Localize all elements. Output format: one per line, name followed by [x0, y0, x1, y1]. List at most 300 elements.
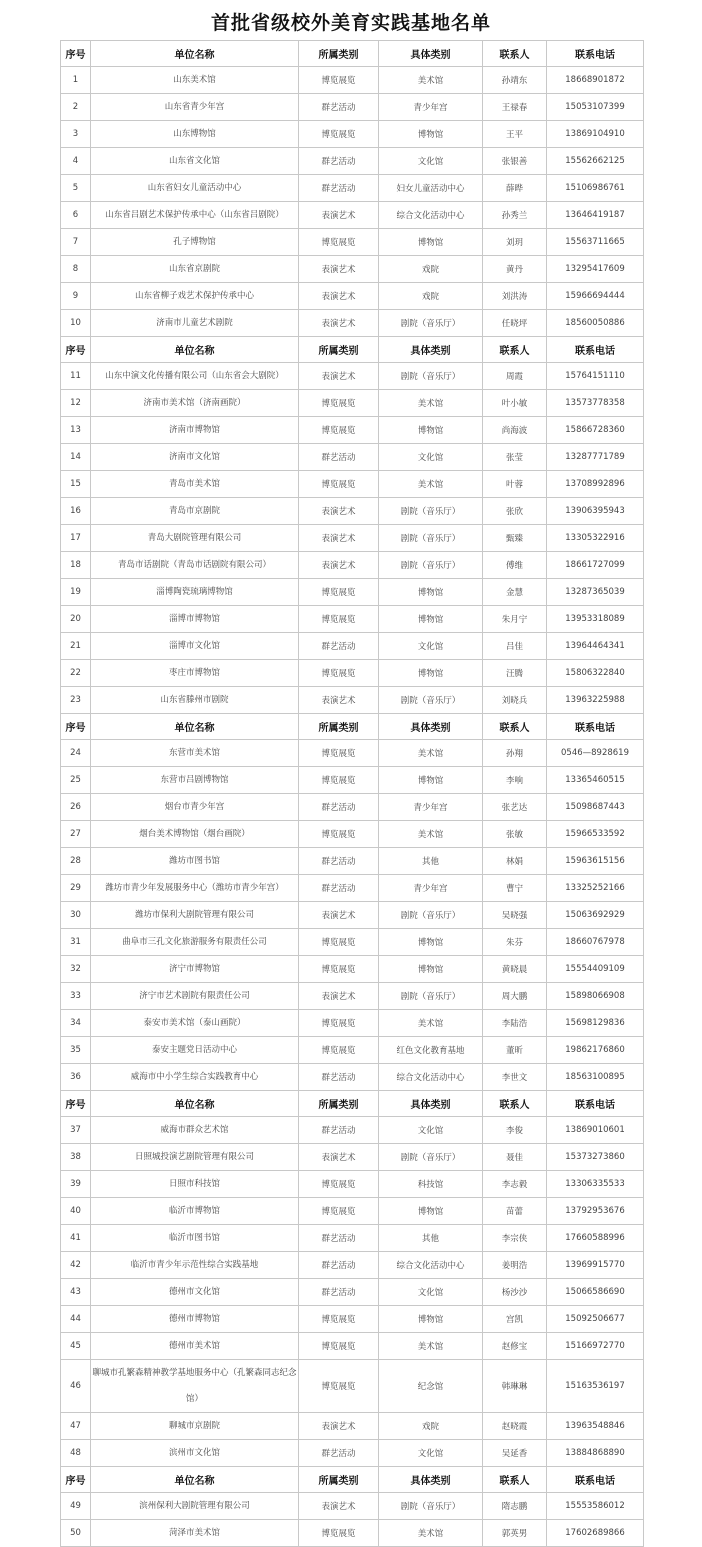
table-row [61, 202, 644, 229]
table-row [61, 740, 644, 767]
table-row [61, 1360, 644, 1413]
cell-contact: 李宗侠 [483, 1225, 547, 1252]
header-contact: 联系人 [483, 1091, 547, 1117]
table-row [61, 794, 644, 821]
cell-phone: 13964464341 [547, 633, 644, 660]
cell-category: 表演艺术 [299, 1493, 379, 1520]
cell-category: 表演艺术 [299, 1144, 379, 1171]
table-row [61, 67, 644, 94]
cell-no: 7 [61, 229, 91, 256]
cell-no: 35 [61, 1037, 91, 1064]
table-row [61, 1037, 644, 1064]
cell-no: 30 [61, 902, 91, 929]
cell-no: 4 [61, 148, 91, 175]
cell-subcategory: 美术馆 [379, 390, 483, 417]
cell-phone: 15373273860 [547, 1144, 644, 1171]
cell-category: 表演艺术 [299, 363, 379, 390]
cell-category: 博览展览 [299, 471, 379, 498]
cell-contact: 尚海波 [483, 417, 547, 444]
table-row [61, 283, 644, 310]
cell-category: 表演艺术 [299, 283, 379, 310]
cell-name: 德州市博物馆 [91, 1306, 299, 1333]
cell-contact: 宫凯 [483, 1306, 547, 1333]
cell-category: 表演艺术 [299, 552, 379, 579]
cell-subcategory: 美术馆 [379, 740, 483, 767]
cell-name: 山东省青少年宫 [91, 94, 299, 121]
cell-name: 孔子博物馆 [91, 229, 299, 256]
cell-category: 群艺活动 [299, 1225, 379, 1252]
cell-contact: 刘玥 [483, 229, 547, 256]
cell-no: 44 [61, 1306, 91, 1333]
cell-name: 烟台美术博物馆（烟台画院） [91, 821, 299, 848]
cell-phone: 15163536197 [547, 1360, 644, 1413]
cell-subcategory: 博物馆 [379, 229, 483, 256]
cell-subcategory: 美术馆 [379, 67, 483, 94]
table-header-row [61, 41, 644, 67]
header-phone: 联系电话 [547, 1467, 644, 1493]
cell-phone: 15898066908 [547, 983, 644, 1010]
cell-phone: 15562662125 [547, 148, 644, 175]
cell-no: 26 [61, 794, 91, 821]
header-category: 所属类别 [299, 714, 379, 740]
cell-no: 34 [61, 1010, 91, 1037]
cell-contact: 李俊 [483, 1117, 547, 1144]
cell-subcategory: 剧院（音乐厅） [379, 983, 483, 1010]
cell-phone: 15063692929 [547, 902, 644, 929]
cell-phone: 15966694444 [547, 283, 644, 310]
cell-name: 济南市儿童艺术剧院 [91, 310, 299, 337]
cell-subcategory: 文化馆 [379, 633, 483, 660]
cell-name: 淄博市博物馆 [91, 606, 299, 633]
cell-category: 博览展览 [299, 229, 379, 256]
cell-phone: 18563100895 [547, 1064, 644, 1091]
cell-phone: 13708992896 [547, 471, 644, 498]
cell-no: 8 [61, 256, 91, 283]
cell-contact: 朱月宁 [483, 606, 547, 633]
cell-phone: 13306335533 [547, 1171, 644, 1198]
cell-subcategory: 博物馆 [379, 767, 483, 794]
cell-contact: 曹宁 [483, 875, 547, 902]
cell-subcategory: 剧院（音乐厅） [379, 310, 483, 337]
cell-category: 博览展览 [299, 767, 379, 794]
cell-no: 43 [61, 1279, 91, 1306]
cell-subcategory: 青少年宫 [379, 94, 483, 121]
cell-phone: 13295417609 [547, 256, 644, 283]
cell-no: 48 [61, 1440, 91, 1467]
cell-contact: 金慧 [483, 579, 547, 606]
cell-phone: 15966533592 [547, 821, 644, 848]
cell-contact: 汪腾 [483, 660, 547, 687]
cell-contact: 叶小敏 [483, 390, 547, 417]
cell-name: 东营市美术馆 [91, 740, 299, 767]
header-subcategory: 具体类别 [379, 714, 483, 740]
header-contact: 联系人 [483, 337, 547, 363]
cell-phone: 13287365039 [547, 579, 644, 606]
cell-category: 博览展览 [299, 390, 379, 417]
cell-contact: 黄丹 [483, 256, 547, 283]
cell-name: 泰安市美术馆（泰山画院） [91, 1010, 299, 1037]
table-row [61, 1144, 644, 1171]
page-title: 首批省级校外美育实践基地名单 [210, 12, 491, 34]
cell-name: 日照市科技馆 [91, 1171, 299, 1198]
table-row [61, 175, 644, 202]
cell-contact: 董昕 [483, 1037, 547, 1064]
table-row [61, 1171, 644, 1198]
cell-name: 聊城市京剧院 [91, 1413, 299, 1440]
cell-phone: 15963615156 [547, 848, 644, 875]
cell-contact: 吴延香 [483, 1440, 547, 1467]
header-contact: 联系人 [483, 41, 547, 67]
cell-category: 博览展览 [299, 821, 379, 848]
cell-name: 滨州市文化馆 [91, 1440, 299, 1467]
cell-contact: 吕佳 [483, 633, 547, 660]
cell-contact: 孙翔 [483, 740, 547, 767]
table-row [61, 1413, 644, 1440]
cell-name: 淄博陶瓷琉璃博物馆 [91, 579, 299, 606]
table-row [61, 525, 644, 552]
table-row [61, 229, 644, 256]
cell-subcategory: 美术馆 [379, 1010, 483, 1037]
cell-category: 群艺活动 [299, 175, 379, 202]
cell-name: 济南市美术馆（济南画院） [91, 390, 299, 417]
cell-name: 济南市文化馆 [91, 444, 299, 471]
header-category: 所属类别 [299, 1091, 379, 1117]
cell-subcategory: 美术馆 [379, 471, 483, 498]
cell-name: 山东省吕剧艺术保护传承中心（山东省吕剧院） [91, 202, 299, 229]
cell-contact: 甄臻 [483, 525, 547, 552]
cell-subcategory: 青少年宫 [379, 794, 483, 821]
cell-name: 山东省文化馆 [91, 148, 299, 175]
cell-phone: 15098687443 [547, 794, 644, 821]
cell-name: 临沂市博物馆 [91, 1198, 299, 1225]
cell-no: 16 [61, 498, 91, 525]
cell-no: 28 [61, 848, 91, 875]
header-no: 序号 [61, 41, 91, 67]
table-row [61, 148, 644, 175]
cell-no: 37 [61, 1117, 91, 1144]
cell-contact: 赵修宝 [483, 1333, 547, 1360]
cell-no: 25 [61, 767, 91, 794]
cell-category: 博览展览 [299, 579, 379, 606]
cell-name: 德州市美术馆 [91, 1333, 299, 1360]
cell-name: 山东中演文化传播有限公司（山东省会大剧院） [91, 363, 299, 390]
cell-contact: 韩琳琳 [483, 1360, 547, 1413]
cell-subcategory: 其他 [379, 1225, 483, 1252]
table-row [61, 444, 644, 471]
cell-contact: 傅维 [483, 552, 547, 579]
cell-category: 群艺活动 [299, 848, 379, 875]
cell-contact: 张欣 [483, 498, 547, 525]
cell-no: 6 [61, 202, 91, 229]
cell-category: 博览展览 [299, 1171, 379, 1198]
cell-category: 群艺活动 [299, 875, 379, 902]
cell-name: 济宁市艺术剧院有限责任公司 [91, 983, 299, 1010]
header-no: 序号 [61, 337, 91, 363]
cell-subcategory: 文化馆 [379, 1279, 483, 1306]
cell-phone: 17602689866 [547, 1520, 644, 1547]
cell-no: 10 [61, 310, 91, 337]
cell-phone: 15806322840 [547, 660, 644, 687]
cell-category: 博览展览 [299, 1010, 379, 1037]
header-phone: 联系电话 [547, 714, 644, 740]
cell-name: 威海市群众艺术馆 [91, 1117, 299, 1144]
cell-category: 表演艺术 [299, 902, 379, 929]
cell-phone: 15764151110 [547, 363, 644, 390]
table-body [61, 41, 644, 1547]
table-row [61, 983, 644, 1010]
cell-category: 群艺活动 [299, 1252, 379, 1279]
cell-category: 表演艺术 [299, 983, 379, 1010]
cell-subcategory: 剧院（音乐厅） [379, 902, 483, 929]
table-row [61, 579, 644, 606]
header-subcategory: 具体类别 [379, 1091, 483, 1117]
cell-name: 淄博市文化馆 [91, 633, 299, 660]
cell-name: 临沂市图书馆 [91, 1225, 299, 1252]
cell-no: 40 [61, 1198, 91, 1225]
cell-name: 青岛市话剧院（青岛市话剧院有限公司） [91, 552, 299, 579]
cell-no: 21 [61, 633, 91, 660]
cell-phone: 15563711665 [547, 229, 644, 256]
cell-subcategory: 美术馆 [379, 1520, 483, 1547]
table-row [61, 1198, 644, 1225]
cell-contact: 朱芬 [483, 929, 547, 956]
cell-subcategory: 科技馆 [379, 1171, 483, 1198]
cell-name: 德州市文化馆 [91, 1279, 299, 1306]
cell-no: 27 [61, 821, 91, 848]
table-header-row [61, 714, 644, 740]
cell-category: 表演艺术 [299, 1413, 379, 1440]
cell-contact: 张敏 [483, 821, 547, 848]
cell-phone: 15166972770 [547, 1333, 644, 1360]
cell-phone: 17660588996 [547, 1225, 644, 1252]
cell-subcategory: 戏院 [379, 256, 483, 283]
cell-category: 群艺活动 [299, 148, 379, 175]
cell-contact: 刘晓兵 [483, 687, 547, 714]
cell-name: 潍坊市青少年发展服务中心（潍坊市青少年宫） [91, 875, 299, 902]
cell-phone: 13906395943 [547, 498, 644, 525]
cell-subcategory: 剧院（音乐厅） [379, 1493, 483, 1520]
cell-name: 青岛大剧院管理有限公司 [91, 525, 299, 552]
cell-contact: 苗蕾 [483, 1198, 547, 1225]
cell-subcategory: 博物馆 [379, 121, 483, 148]
cell-category: 博览展览 [299, 67, 379, 94]
cell-no: 29 [61, 875, 91, 902]
cell-subcategory: 红色文化教育基地 [379, 1037, 483, 1064]
cell-subcategory: 剧院（音乐厅） [379, 363, 483, 390]
table-row [61, 902, 644, 929]
cell-category: 群艺活动 [299, 1440, 379, 1467]
cell-name: 青岛市美术馆 [91, 471, 299, 498]
cell-name: 潍坊市图书馆 [91, 848, 299, 875]
cell-name: 济南市博物馆 [91, 417, 299, 444]
cell-no: 3 [61, 121, 91, 148]
cell-category: 博览展览 [299, 1360, 379, 1413]
header-name: 单位名称 [91, 1091, 299, 1117]
cell-phone: 15553586012 [547, 1493, 644, 1520]
cell-contact: 周大鹏 [483, 983, 547, 1010]
table-row [61, 767, 644, 794]
cell-subcategory: 剧院（音乐厅） [379, 1144, 483, 1171]
cell-name: 菏泽市美术馆 [91, 1520, 299, 1547]
cell-subcategory: 其他 [379, 848, 483, 875]
table-row [61, 390, 644, 417]
cell-category: 博览展览 [299, 606, 379, 633]
cell-contact: 孙秀兰 [483, 202, 547, 229]
header-phone: 联系电话 [547, 1091, 644, 1117]
cell-subcategory: 博物馆 [379, 606, 483, 633]
cell-subcategory: 博物馆 [379, 660, 483, 687]
cell-no: 18 [61, 552, 91, 579]
table-row [61, 310, 644, 337]
cell-subcategory: 美术馆 [379, 821, 483, 848]
cell-category: 博览展览 [299, 1037, 379, 1064]
cell-no: 49 [61, 1493, 91, 1520]
cell-contact: 赵晓霞 [483, 1413, 547, 1440]
header-category: 所属类别 [299, 1467, 379, 1493]
cell-category: 表演艺术 [299, 687, 379, 714]
cell-phone: 18660767978 [547, 929, 644, 956]
cell-no: 17 [61, 525, 91, 552]
table-row [61, 633, 644, 660]
cell-no: 15 [61, 471, 91, 498]
cell-category: 博览展览 [299, 1306, 379, 1333]
table-row [61, 1306, 644, 1333]
cell-no: 11 [61, 363, 91, 390]
cell-name: 山东博物馆 [91, 121, 299, 148]
cell-category: 表演艺术 [299, 310, 379, 337]
table-row [61, 660, 644, 687]
table-row [61, 417, 644, 444]
cell-phone: 18661727099 [547, 552, 644, 579]
cell-phone: 15698129836 [547, 1010, 644, 1037]
cell-category: 博览展览 [299, 1198, 379, 1225]
header-phone: 联系电话 [547, 337, 644, 363]
table-row [61, 1010, 644, 1037]
cell-category: 博览展览 [299, 660, 379, 687]
header-contact: 联系人 [483, 1467, 547, 1493]
cell-subcategory: 博物馆 [379, 579, 483, 606]
cell-phone: 13325252166 [547, 875, 644, 902]
cell-no: 20 [61, 606, 91, 633]
cell-subcategory: 博物馆 [379, 929, 483, 956]
cell-category: 表演艺术 [299, 525, 379, 552]
cell-category: 表演艺术 [299, 498, 379, 525]
header-contact: 联系人 [483, 714, 547, 740]
cell-category: 表演艺术 [299, 202, 379, 229]
cell-no: 9 [61, 283, 91, 310]
table-header-row [61, 337, 644, 363]
cell-contact: 王禄春 [483, 94, 547, 121]
cell-category: 群艺活动 [299, 1117, 379, 1144]
cell-phone: 15092506677 [547, 1306, 644, 1333]
cell-no: 2 [61, 94, 91, 121]
header-name: 单位名称 [91, 1467, 299, 1493]
cell-name: 滨州保利大剧院管理有限公司 [91, 1493, 299, 1520]
table-row [61, 606, 644, 633]
table-row [61, 1252, 644, 1279]
cell-phone: 13953318089 [547, 606, 644, 633]
cell-subcategory: 文化馆 [379, 1440, 483, 1467]
table-row [61, 1225, 644, 1252]
cell-contact: 聂佳 [483, 1144, 547, 1171]
cell-subcategory: 纪念馆 [379, 1360, 483, 1413]
cell-no: 22 [61, 660, 91, 687]
table-row [61, 471, 644, 498]
cell-no: 50 [61, 1520, 91, 1547]
cell-contact: 隋志鹏 [483, 1493, 547, 1520]
cell-name: 东营市吕剧博物馆 [91, 767, 299, 794]
cell-contact: 任晓坪 [483, 310, 547, 337]
table-row [61, 1493, 644, 1520]
cell-category: 群艺活动 [299, 1064, 379, 1091]
table-row [61, 687, 644, 714]
cell-name: 青岛市京剧院 [91, 498, 299, 525]
header-name: 单位名称 [91, 337, 299, 363]
cell-category: 博览展览 [299, 740, 379, 767]
cell-name: 潍坊市保利大剧院管理有限公司 [91, 902, 299, 929]
header-no: 序号 [61, 714, 91, 740]
table-row [61, 1279, 644, 1306]
table-row [61, 848, 644, 875]
table-row [61, 875, 644, 902]
cell-name: 曲阜市三孔文化旅游服务有限责任公司 [91, 929, 299, 956]
table-row [61, 94, 644, 121]
header-subcategory: 具体类别 [379, 337, 483, 363]
table-row [61, 956, 644, 983]
cell-subcategory: 剧院（音乐厅） [379, 552, 483, 579]
cell-no: 12 [61, 390, 91, 417]
cell-subcategory: 博物馆 [379, 1306, 483, 1333]
header-no: 序号 [61, 1467, 91, 1493]
cell-subcategory: 戏院 [379, 1413, 483, 1440]
cell-no: 42 [61, 1252, 91, 1279]
cell-contact: 李志毅 [483, 1171, 547, 1198]
cell-no: 5 [61, 175, 91, 202]
header-category: 所属类别 [299, 337, 379, 363]
cell-phone: 13573778358 [547, 390, 644, 417]
cell-subcategory: 妇女儿童活动中心 [379, 175, 483, 202]
cell-name: 山东省柳子戏艺术保护传承中心 [91, 283, 299, 310]
table-row [61, 498, 644, 525]
cell-no: 1 [61, 67, 91, 94]
cell-no: 19 [61, 579, 91, 606]
table-row [61, 929, 644, 956]
cell-phone: 13287771789 [547, 444, 644, 471]
cell-contact: 郭英男 [483, 1520, 547, 1547]
header-subcategory: 具体类别 [379, 1467, 483, 1493]
cell-name: 济宁市博物馆 [91, 956, 299, 983]
header-name: 单位名称 [91, 41, 299, 67]
cell-subcategory: 综合文化活动中心 [379, 202, 483, 229]
cell-name: 泰安主题党日活动中心 [91, 1037, 299, 1064]
cell-category: 群艺活动 [299, 94, 379, 121]
cell-name: 山东省滕州市剧院 [91, 687, 299, 714]
cell-category: 群艺活动 [299, 794, 379, 821]
cell-phone: 13963548846 [547, 1413, 644, 1440]
cell-contact: 吴晓强 [483, 902, 547, 929]
cell-phone: 13969915770 [547, 1252, 644, 1279]
cell-subcategory: 文化馆 [379, 444, 483, 471]
cell-category: 表演艺术 [299, 256, 379, 283]
cell-phone: 15106986761 [547, 175, 644, 202]
table-header-row [61, 1467, 644, 1493]
cell-contact: 周霞 [483, 363, 547, 390]
cell-subcategory: 剧院（音乐厅） [379, 525, 483, 552]
cell-category: 博览展览 [299, 929, 379, 956]
table-row [61, 552, 644, 579]
cell-name: 临沂市青少年示范性综合实践基地 [91, 1252, 299, 1279]
cell-name: 日照城投演艺剧院管理有限公司 [91, 1144, 299, 1171]
